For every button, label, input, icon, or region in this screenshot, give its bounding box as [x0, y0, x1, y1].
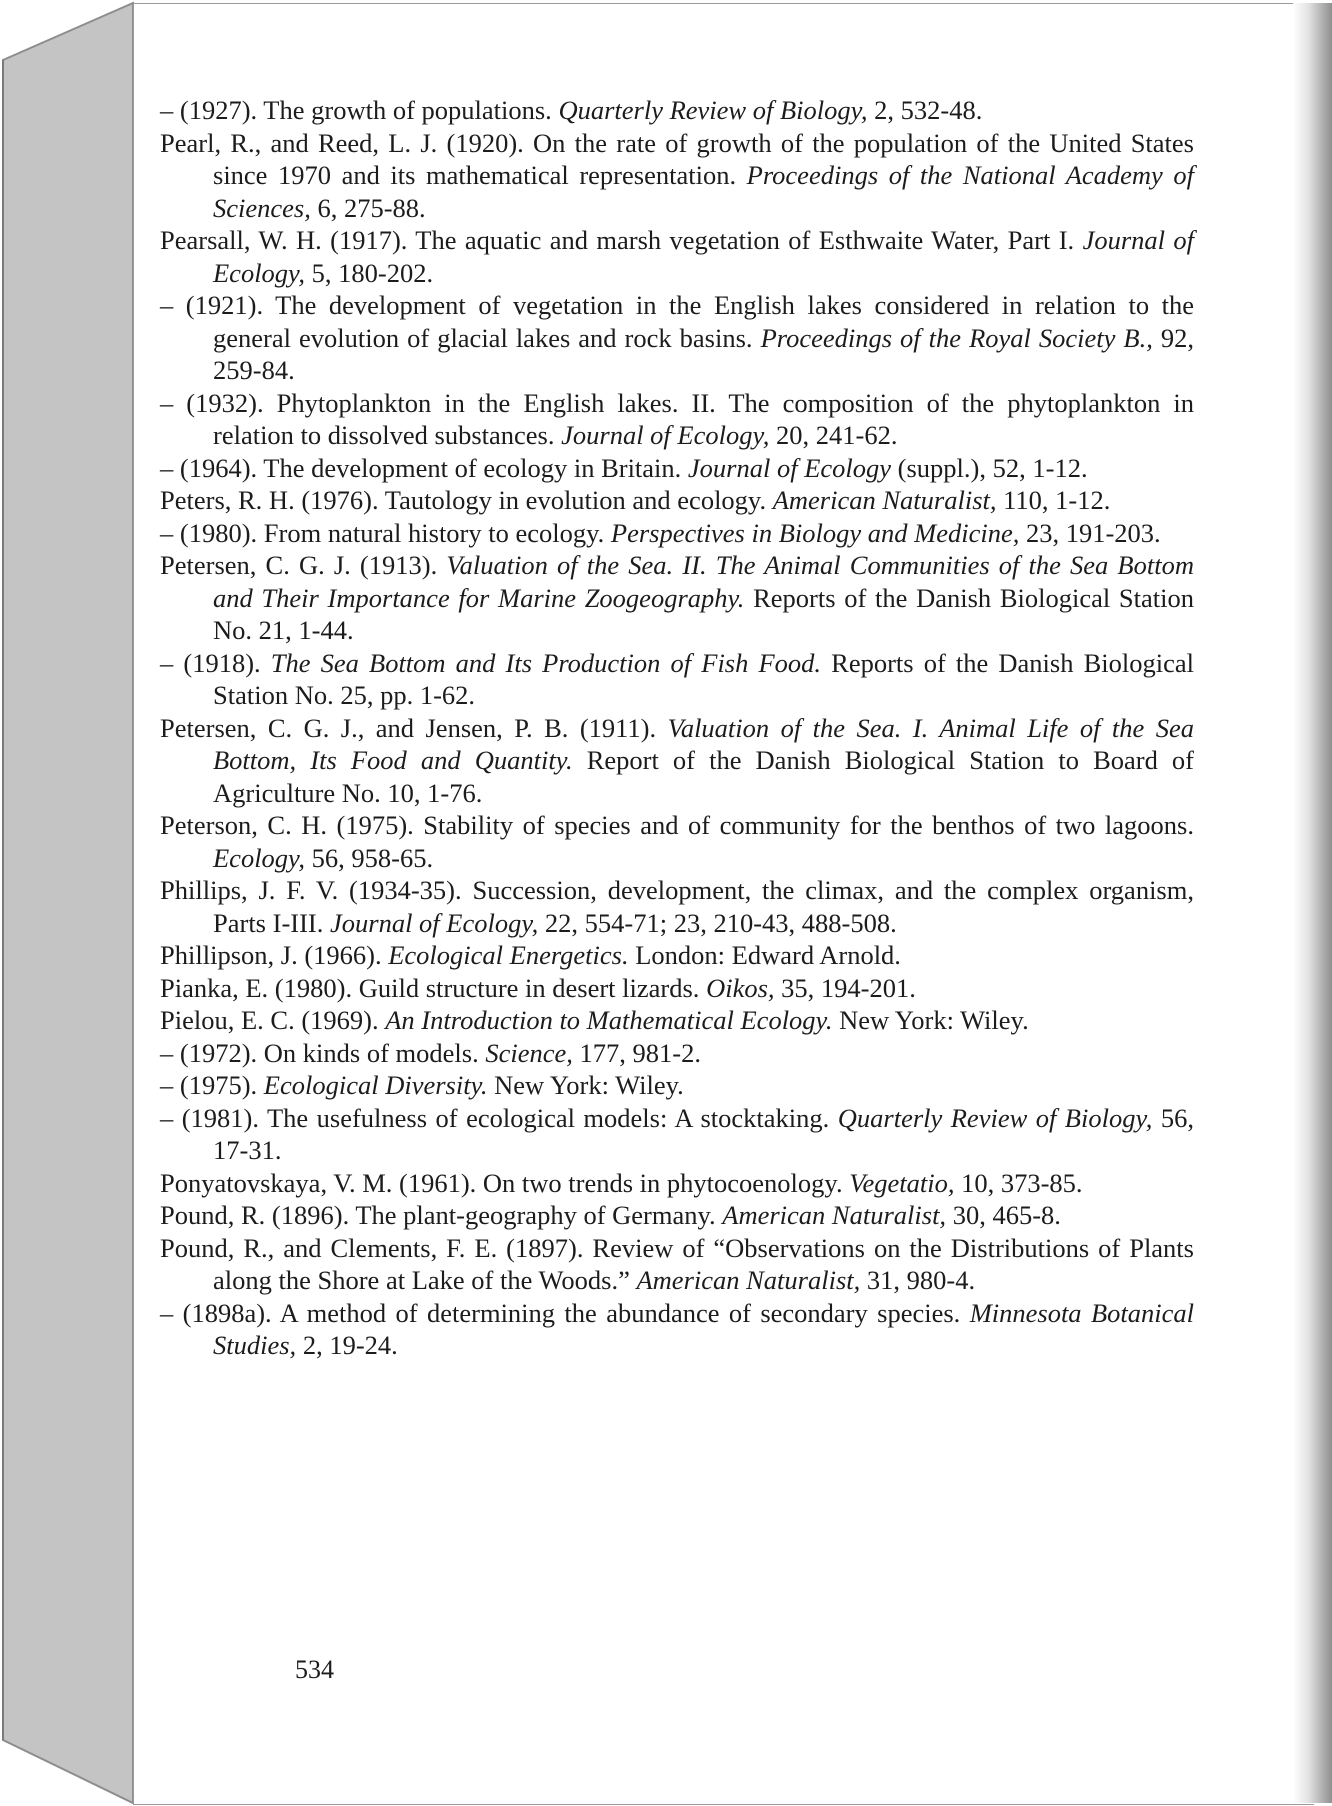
reference-citation-details: 92, 259-84. [213, 322, 1194, 385]
reference-entry [160, 289, 1194, 387]
reference-source-title: Oikos, [706, 972, 775, 1003]
reference-source-title: Ecological Energetics. [388, 940, 629, 970]
reference-entry [160, 549, 1194, 647]
reference-source-title: Ecological Diversity. [263, 1070, 488, 1100]
reference-entry [160, 224, 1194, 289]
reference-entry [160, 1102, 1194, 1167]
reference-citation-details: New York: Wiley. [832, 1005, 1029, 1035]
page-edge-shadow [1293, 3, 1332, 1803]
reference-text: – (1921). The development of vegetation in the English lakes considered in relation to the general evolution of glacial lakes and rock basins. [160, 290, 1194, 353]
reference-citation-details: 31, 980-4. [860, 1265, 976, 1295]
reference-entry [160, 1232, 1194, 1297]
reference-text: Pielou, E. C. (1969). [160, 1005, 386, 1035]
reference-text: Phillips, J. F. V. (1934-35). Succession, development, the climax, and the complex organism, Parts I-III. [160, 875, 1194, 938]
reference-citation-details: 110, 1-12. [996, 485, 1111, 515]
reference-citation-details: Reports of the Danish Biological Station No. 21, 1-44. [213, 582, 1194, 645]
reference-entry [160, 1069, 1194, 1102]
reference-text: – (1981). The usefulness of ecological models: A stocktaking. [160, 1102, 838, 1133]
reference-source-title: American Naturalist, [636, 1265, 861, 1295]
reference-text: Pearl, R., and Reed, L. J. (1920). On the rate of growth of the population of the United States since 1970 and its mathematical representation. [160, 127, 1194, 190]
reference-entry [160, 1037, 1194, 1070]
book-spine [0, 0, 140, 1806]
reference-entry [160, 809, 1194, 874]
reference-citation-details: London: Edward Arnold. [628, 940, 901, 970]
reference-text: – (1932). Phytoplankton in the English lakes. II. The composition of the phytoplankton in relation to dissolved substances. [160, 387, 1194, 450]
reference-entry [160, 1167, 1194, 1200]
reference-entry [160, 874, 1194, 939]
reference-source-title: Perspectives in Biology and Medicine, [610, 517, 1020, 548]
reference-source-title: Vegetatio, [849, 1167, 955, 1198]
reference-source-title: Valuation of the Sea. II. The Animal Communities of the Sea Bottom and Their Importance for Marine Zoogeography. [213, 550, 1194, 613]
reference-source-title: Valuation of the Sea. I. Animal Life of the Sea Bottom, Its Food and Quantity. [213, 712, 1194, 775]
reference-citation-details: 10, 373-85. [954, 1167, 1083, 1198]
reference-entry [160, 712, 1194, 810]
reference-entry [160, 1297, 1194, 1362]
reference-entry [160, 484, 1194, 517]
reference-entry [160, 647, 1194, 712]
reference-citation-details: (suppl.), 52, 1-12. [891, 452, 1088, 483]
reference-text: – (1980). From natural history to ecology. [160, 517, 611, 548]
reference-citation-details: New York: Wiley. [487, 1070, 684, 1100]
reference-source-title: American Naturalist, [722, 1200, 947, 1230]
reference-source-title: Ecology, [213, 842, 305, 873]
reference-source-title: Quarterly Review of Biology, [558, 95, 868, 125]
reference-source-title: Journal of Ecology, [330, 907, 539, 938]
reference-source-title: Journal of Ecology [687, 452, 892, 483]
reference-text: – (1964). The development of ecology in Britain. [160, 452, 688, 483]
reference-text: – (1918). [160, 647, 271, 678]
reference-citation-details: 20, 241-62. [769, 420, 898, 450]
reference-entry [160, 1199, 1194, 1232]
reference-text: Pound, R., and Clements, F. E. (1897). Review of “Observations on the Distributions of Plants along the Shore at Lake of the Woods.” [160, 1232, 1194, 1295]
reference-text: – (1927). The growth of populations. [160, 95, 559, 125]
reference-citation-details: 22, 554-71; 23, 210-43, 488-508. [538, 907, 897, 938]
reference-source-title: An Introduction to Mathematical Ecology. [385, 1005, 833, 1035]
reference-text: Petersen, C. G. J., and Jensen, P. B. (1911). [160, 712, 668, 743]
reference-citation-details: Report of the Danish Biological Station to Board of Agriculture No. 10, 1-76. [213, 745, 1194, 808]
reference-source-title: The Sea Bottom and Its Production of Fish Food. [270, 647, 822, 678]
reference-entry [160, 127, 1194, 225]
reference-source-title: Proceedings of the National Academy of Sciences, [213, 160, 1194, 223]
reference-citation-details: Reports of the Danish Biological Station No. 25, pp. 1-62. [213, 647, 1194, 710]
reference-citation-details: 2, 19-24. [296, 1330, 398, 1360]
reference-text: – (1975). [160, 1070, 264, 1100]
reference-entry [160, 94, 1194, 127]
reference-source-title: Minnesota Botanical Studies, [213, 1297, 1194, 1360]
reference-citation-details: 5, 180-202. [305, 257, 434, 288]
reference-list [160, 94, 1194, 1362]
reference-entry [160, 452, 1194, 485]
reference-source-title: Journal of Ecology, [213, 225, 1194, 288]
page-number: 534 [295, 1655, 334, 1684]
reference-citation-details: 56, 17-31. [213, 1102, 1195, 1165]
reference-citation-details: 2, 532-48. [867, 95, 983, 125]
reference-source-title: Quarterly Review of Biology, [837, 1102, 1153, 1133]
reference-citation-details: 30, 465-8. [946, 1200, 1061, 1230]
reference-text: Pearsall, W. H. (1917). The aquatic and marsh vegetation of Esthwaite Water, Part I. [160, 225, 1083, 255]
reference-citation-details: 35, 194-201. [774, 972, 916, 1003]
reference-entry [160, 972, 1194, 1005]
reference-source-title: Journal of Ecology, [561, 420, 770, 450]
reference-entry [160, 1004, 1194, 1037]
reference-text: – (1972). On kinds of models. [160, 1037, 486, 1068]
reference-source-title: Proceedings of the Royal Society B., [760, 322, 1153, 353]
reference-text: Pound, R. (1896). The plant-geography of Germany. [160, 1200, 723, 1230]
reference-text: Peterson, C. H. (1975). Stability of species and of community for the benthos of two lagoons. [160, 810, 1194, 840]
reference-entry [160, 939, 1194, 972]
reference-entry [160, 517, 1194, 550]
reference-text: Phillipson, J. (1966). [160, 940, 389, 970]
reference-text: Peters, R. H. (1976). Tautology in evolution and ecology. [160, 485, 773, 515]
reference-entry [160, 387, 1194, 452]
reference-source-title: Science, [485, 1037, 573, 1068]
reference-citation-details: 23, 191-203. [1019, 517, 1161, 548]
reference-source-title: American Naturalist, [772, 485, 997, 515]
reference-citation-details: 6, 275-88. [310, 192, 426, 223]
reference-text: Pianka, E. (1980). Guild structure in desert lizards. [160, 972, 707, 1003]
reference-text: Petersen, C. G. J. (1913). [160, 550, 447, 580]
reference-text: Ponyatovskaya, V. M. (1961). On two trends in phytocoenology. [160, 1167, 850, 1198]
reference-citation-details: 56, 958-65. [305, 842, 434, 873]
reference-citation-details: 177, 981-2. [572, 1037, 701, 1068]
reference-text: – (1898a). A method of determining the abundance of secondary species. [160, 1297, 970, 1328]
